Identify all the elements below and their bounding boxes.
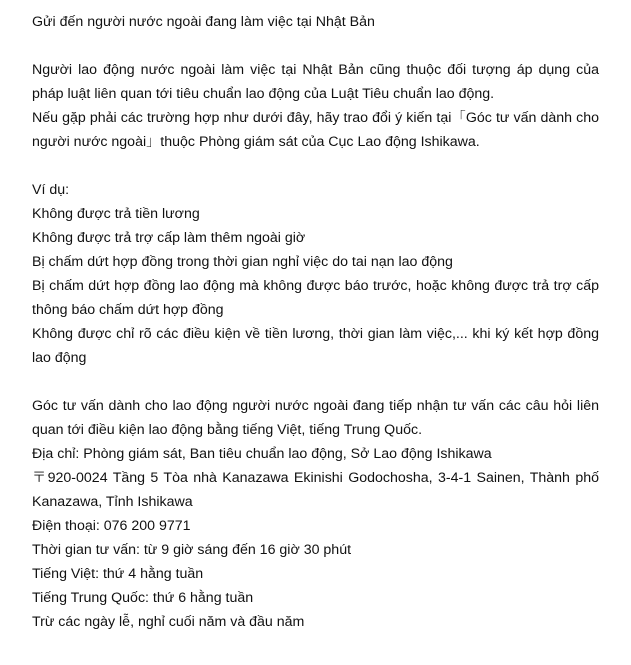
example-item: Không được trả trợ cấp làm thêm ngoài giờ bbox=[32, 230, 306, 246]
consult-chinese-day: Tiếng Trung Quốc: thứ 6 hằng tuần bbox=[32, 590, 254, 606]
example-item: Không được chỉ rõ các điều kiện về tiền lương, thời gian làm việc,... khi ký kết hợp đồng lao động bbox=[32, 326, 599, 366]
spacer bbox=[32, 370, 599, 394]
spacer bbox=[32, 34, 599, 58]
spacer bbox=[32, 154, 599, 178]
consult-phone: Điện thoại: 076 200 9771 bbox=[32, 518, 191, 534]
consult-description: Góc tư vấn dành cho lao động người nước ngoài đang tiếp nhận tư vấn các câu hỏi liên quan tới điều kiện lao động bằng tiếng Việt, tiếng Trung Quốc. bbox=[32, 398, 599, 438]
consult-closed-days: Trừ các ngày lễ, nghỉ cuối năm và đầu năm bbox=[32, 614, 305, 630]
examples-label: Ví dụ: bbox=[32, 182, 70, 198]
example-item: Bị chấm dứt hợp đồng trong thời gian nghỉ việc do tai nạn lao động bbox=[32, 254, 453, 270]
document-heading: Gửi đến người nước ngoài đang làm việc tại Nhật Bản bbox=[32, 14, 375, 30]
intro-paragraph-1: Người lao động nước ngoài làm việc tại Nhật Bản cũng thuộc đối tượng áp dụng của pháp luật liên quan tới tiêu chuẩn lao động của Luật Tiêu chuẩn lao động. bbox=[32, 62, 599, 102]
consult-hours: Thời gian tư vấn: từ 9 giờ sáng đến 16 giờ 30 phút bbox=[32, 542, 352, 558]
consult-address: 〒920-0024 Tầng 5 Tòa nhà Kanazawa Ekinishi Godochosha, 3-4-1 Sainen, Thành phố Kanazawa, Tỉnh Ishikawa bbox=[32, 470, 599, 510]
consult-address-label: Địa chỉ: Phòng giám sát, Ban tiêu chuẩn lao động, Sở Lao động Ishikawa bbox=[32, 446, 492, 462]
example-item: Không được trả tiền lương bbox=[32, 206, 200, 222]
intro-paragraph-2: Nếu gặp phải các trường hợp như dưới đây, hãy trao đổi ý kiến tại「Góc tư vấn dành cho người nước ngoài」thuộc Phòng giám sát của Cục Lao động Ishikawa. bbox=[32, 110, 599, 150]
consult-vietnamese-day: Tiếng Việt: thứ 4 hằng tuần bbox=[32, 566, 204, 582]
example-item: Bị chấm dứt hợp đồng lao động mà không được báo trước, hoặc không được trả trợ cấp thông báo chấm dứt hợp đồng bbox=[32, 278, 599, 318]
